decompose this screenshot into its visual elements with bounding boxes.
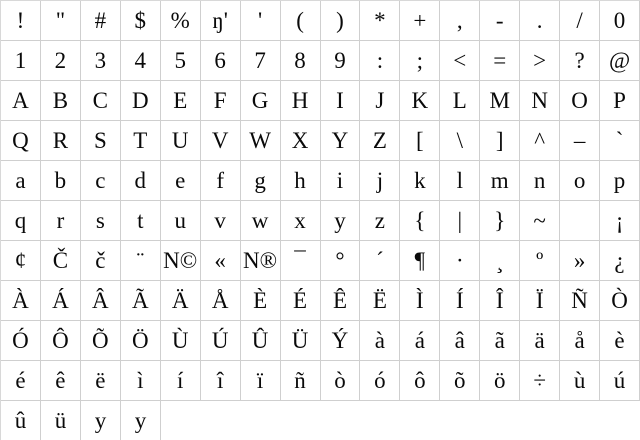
glyph-cell: Y <box>321 121 361 161</box>
glyph-cell: C <box>81 81 121 121</box>
glyph-cell: É <box>281 281 321 321</box>
glyph-cell: Á <box>41 281 81 321</box>
glyph-cell: Č <box>41 241 81 281</box>
glyph-cell: e <box>161 161 201 201</box>
glyph-cell: Ù <box>161 321 201 361</box>
glyph-cell: N© <box>161 241 201 281</box>
glyph-cell: ñ <box>281 361 321 401</box>
glyph-cell: Î <box>480 281 520 321</box>
glyph-cell: z <box>360 201 400 241</box>
glyph-cell <box>560 201 600 241</box>
glyph-cell: y <box>121 401 161 440</box>
glyph-cell: ´ <box>360 241 400 281</box>
glyph-cell: 9 <box>321 41 361 81</box>
glyph-cell: à <box>360 321 400 361</box>
glyph-cell: 7 <box>241 41 281 81</box>
glyph-cell: : <box>360 41 400 81</box>
glyph-cell: I <box>321 81 361 121</box>
glyph-row-5 <box>1 161 640 201</box>
glyph-cell: K <box>400 81 440 121</box>
glyph-cell: Ï <box>520 281 560 321</box>
glyph-cell: À <box>1 281 41 321</box>
glyph-cell: Ñ <box>560 281 600 321</box>
glyph-cell: w <box>241 201 281 241</box>
glyph-cell: ê <box>41 361 81 401</box>
glyph-cell: ŋ' <box>201 1 241 41</box>
glyph-cell: ( <box>281 1 321 41</box>
glyph-cell: 5 <box>161 41 201 81</box>
glyph-cell: H <box>281 81 321 121</box>
glyph-cell: – <box>560 121 600 161</box>
glyph-cell: B <box>41 81 81 121</box>
glyph-cell: Ý <box>321 321 361 361</box>
glyph-cell: ] <box>480 121 520 161</box>
glyph-cell: Â <box>81 281 121 321</box>
glyph-row-11 <box>1 401 640 440</box>
glyph-cell: N <box>520 81 560 121</box>
glyph-cell: ¢ <box>1 241 41 281</box>
glyph-cell: m <box>480 161 520 201</box>
glyph-cell: P <box>600 81 640 121</box>
glyph-cell: M <box>480 81 520 121</box>
glyph-cell: f <box>201 161 241 201</box>
glyph-row-4 <box>1 121 640 161</box>
glyph-cell: È <box>241 281 281 321</box>
glyph-cell: g <box>241 161 281 201</box>
glyph-cell: Z <box>360 121 400 161</box>
glyph-cell: W <box>241 121 281 161</box>
glyph-cell: ^ <box>520 121 560 161</box>
glyph-cell: ¿ <box>600 241 640 281</box>
glyph-cell: b <box>41 161 81 201</box>
glyph-cell: " <box>41 1 81 41</box>
glyph-cell: Ö <box>121 321 161 361</box>
glyph-cell: å <box>560 321 600 361</box>
glyph-cell: - <box>480 1 520 41</box>
glyph-cell: Ë <box>360 281 400 321</box>
glyph-cell: X <box>281 121 321 161</box>
glyph-cell: , <box>440 1 480 41</box>
glyph-cell: } <box>480 201 520 241</box>
glyph-cell: 6 <box>201 41 241 81</box>
glyph-cell: č <box>81 241 121 281</box>
glyph-cell: Ô <box>41 321 81 361</box>
glyph-cell: Ò <box>600 281 640 321</box>
glyph-cell: Í <box>440 281 480 321</box>
glyph-cell: 8 <box>281 41 321 81</box>
glyph-cell: û <box>1 401 41 440</box>
glyph-cell: ; <box>400 41 440 81</box>
glyph-cell: q <box>1 201 41 241</box>
glyph-cell: ¯ <box>281 241 321 281</box>
glyph-cell: < <box>440 41 480 81</box>
glyph-cell: ú <box>600 361 640 401</box>
glyph-cell: ° <box>321 241 361 281</box>
glyph-cell: ¶ <box>400 241 440 281</box>
glyph-cell: G <box>241 81 281 121</box>
glyph-cell: > <box>520 41 560 81</box>
glyph-cell: * <box>360 1 400 41</box>
glyph-cell: « <box>201 241 241 281</box>
glyph-cell: ó <box>360 361 400 401</box>
glyph-cell: Å <box>201 281 241 321</box>
glyph-cell: õ <box>440 361 480 401</box>
glyph-cell: % <box>161 1 201 41</box>
glyph-cell: Õ <box>81 321 121 361</box>
glyph-cell: { <box>400 201 440 241</box>
glyph-cell: ù <box>560 361 600 401</box>
glyph-cell: V <box>201 121 241 161</box>
glyph-cell: l <box>440 161 480 201</box>
glyph-cell: Q <box>1 121 41 161</box>
glyph-cell: ¨ <box>121 241 161 281</box>
glyph-cell: î <box>201 361 241 401</box>
glyph-cell: ò <box>321 361 361 401</box>
glyph-cell: ã <box>480 321 520 361</box>
glyph-cell: s <box>81 201 121 241</box>
glyph-cell: 0 <box>600 1 640 41</box>
glyph-cell: Û <box>241 321 281 361</box>
glyph-cell: ~ <box>520 201 560 241</box>
glyph-cell: í <box>161 361 201 401</box>
glyph-cell: h <box>281 161 321 201</box>
glyph-cell: y <box>81 401 121 440</box>
glyph-cell: ì <box>121 361 161 401</box>
glyph-row-3 <box>1 81 640 121</box>
glyph-cell: j <box>360 161 400 201</box>
glyph-cell: L <box>440 81 480 121</box>
glyph-cell: \ <box>440 121 480 161</box>
glyph-cell: ü <box>41 401 81 440</box>
glyph-row-7 <box>1 241 640 281</box>
glyph-cell: . <box>520 1 560 41</box>
glyph-cell: n <box>520 161 560 201</box>
glyph-cell: » <box>560 241 600 281</box>
glyph-cell: Ú <box>201 321 241 361</box>
glyph-cell: ` <box>600 121 640 161</box>
glyph-cell: / <box>560 1 600 41</box>
glyph-cell: 2 <box>41 41 81 81</box>
glyph-cell: ö <box>480 361 520 401</box>
glyph-cell: · <box>440 241 480 281</box>
glyph-cell: ) <box>321 1 361 41</box>
glyph-row-1 <box>1 1 640 41</box>
glyph-cell: U <box>161 121 201 161</box>
glyph-cell: 3 <box>81 41 121 81</box>
glyph-cell: D <box>121 81 161 121</box>
glyph-row-6 <box>1 201 640 241</box>
glyph-cell: R <box>41 121 81 161</box>
glyph-cell: ' <box>241 1 281 41</box>
glyph-cell: x <box>281 201 321 241</box>
glyph-cell: ë <box>81 361 121 401</box>
glyph-cell: + <box>400 1 440 41</box>
glyph-cell: O <box>560 81 600 121</box>
glyph-cell: ¡ <box>600 201 640 241</box>
glyph-cell: Ê <box>321 281 361 321</box>
glyph-cell: c <box>81 161 121 201</box>
glyph-cell: ÷ <box>520 361 560 401</box>
glyph-cell: u <box>161 201 201 241</box>
glyph-cell: 4 <box>121 41 161 81</box>
glyph-cell: a <box>1 161 41 201</box>
glyph-cell: N® <box>241 241 281 281</box>
glyph-row-9 <box>1 321 640 361</box>
glyph-cell: ä <box>520 321 560 361</box>
glyph-row-8 <box>1 281 640 321</box>
glyph-cell: d <box>121 161 161 201</box>
glyph-row-10 <box>1 361 640 401</box>
glyph-cell: k <box>400 161 440 201</box>
glyph-cell: @ <box>600 41 640 81</box>
glyph-cell: [ <box>400 121 440 161</box>
glyph-cell: J <box>360 81 400 121</box>
glyph-cell: p <box>600 161 640 201</box>
glyph-cell: é <box>1 361 41 401</box>
glyph-row-2 <box>1 41 640 81</box>
glyph-cell: r <box>41 201 81 241</box>
glyph-cell: # <box>81 1 121 41</box>
glyph-cell: Ì <box>400 281 440 321</box>
glyph-cell: á <box>400 321 440 361</box>
glyph-cell: º <box>520 241 560 281</box>
glyph-cell: Ã <box>121 281 161 321</box>
glyph-cell: ô <box>400 361 440 401</box>
glyph-cell: ! <box>1 1 41 41</box>
glyph-cell: = <box>480 41 520 81</box>
glyph-cell: v <box>201 201 241 241</box>
glyph-cell: â <box>440 321 480 361</box>
glyph-cell: T <box>121 121 161 161</box>
glyph-cell: A <box>1 81 41 121</box>
glyph-cell: $ <box>121 1 161 41</box>
glyph-cell: ? <box>560 41 600 81</box>
glyph-cell: Ä <box>161 281 201 321</box>
glyph-cell: S <box>81 121 121 161</box>
glyph-cell: E <box>161 81 201 121</box>
glyph-cell: y <box>321 201 361 241</box>
glyph-cell: F <box>201 81 241 121</box>
glyph-cell: ï <box>241 361 281 401</box>
glyph-cell: Ó <box>1 321 41 361</box>
glyph-cell: t <box>121 201 161 241</box>
glyph-cell: i <box>321 161 361 201</box>
glyph-cell: o <box>560 161 600 201</box>
glyph-cell: ¸ <box>480 241 520 281</box>
glyph-cell: 1 <box>1 41 41 81</box>
glyph-cell: Ü <box>281 321 321 361</box>
glyph-cell: | <box>440 201 480 241</box>
glyph-cell: è <box>600 321 640 361</box>
